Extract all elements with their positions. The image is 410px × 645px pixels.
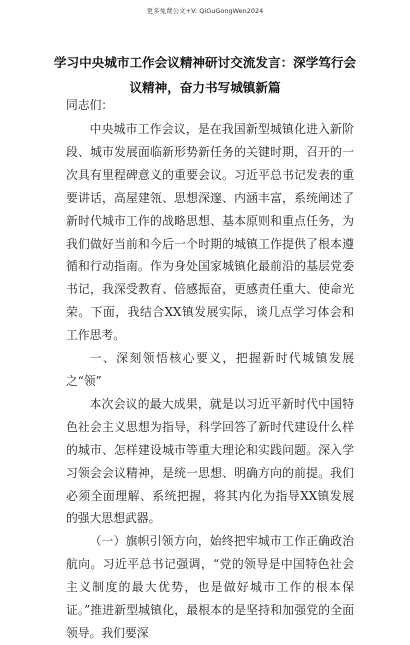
document-title: 学习中央城市工作会议精神研讨交流发言：深学笃行会议精神，奋力书写城镇新篇 bbox=[53, 55, 357, 95]
header-note: 更多免费公文+V: QiGuGongWen2024 bbox=[146, 7, 264, 15]
document-body bbox=[66, 118, 354, 645]
greeting: 同志们： bbox=[66, 98, 114, 112]
paragraph-subsection-1: （一）旗帜引领方向，始终把牢城市工作正确政治航向。习近平总书记强调，“党的领导是中国特色社会主义制度的最大优势，也是做好城市工作的根本保证。”推进新型城镇化，最根本的是坚持和加强党的全面领导。我们要深 bbox=[66, 534, 354, 640]
paragraph-intro: 中央城市工作会议，是在我国新型城镇化进入新阶段、城市发展面临新形势新任务的关键时期，召开的一次具有里程碑意义的重要会议。习近平总书记发表的重要讲话，高屋建瓴、思想深邃、内涵丰富，系统阐述了新时代城市工作的战略思想、基本原则和重点任务，为我们做好当前和今后一个时期的城镇工作提供了根本遵循和行动指南。作为身处国家城镇化最前沿的基层党委书记，我深受教育、倍感振奋，更感责任重大、使命光荣。下面，我结合XX镇发展实际，谈几点学习体会和工作思考。 bbox=[66, 122, 354, 343]
section-heading-1: 一、深刻领悟核心要义，把握新时代城镇发展之“领” bbox=[66, 351, 354, 388]
paragraph-section-1: 本次会议的最大成果，就是以习近平新时代中国特色社会主义思想为指导，科学回答了新时代建设什么样的城市、怎样建设城市等重大理论和实践问题。深入学习领会会议精神，是统一思想、明确方向的前提。我们必须全面理解、系统把握，将其内化为指导XX镇发展的强大思想武器。 bbox=[66, 396, 354, 526]
